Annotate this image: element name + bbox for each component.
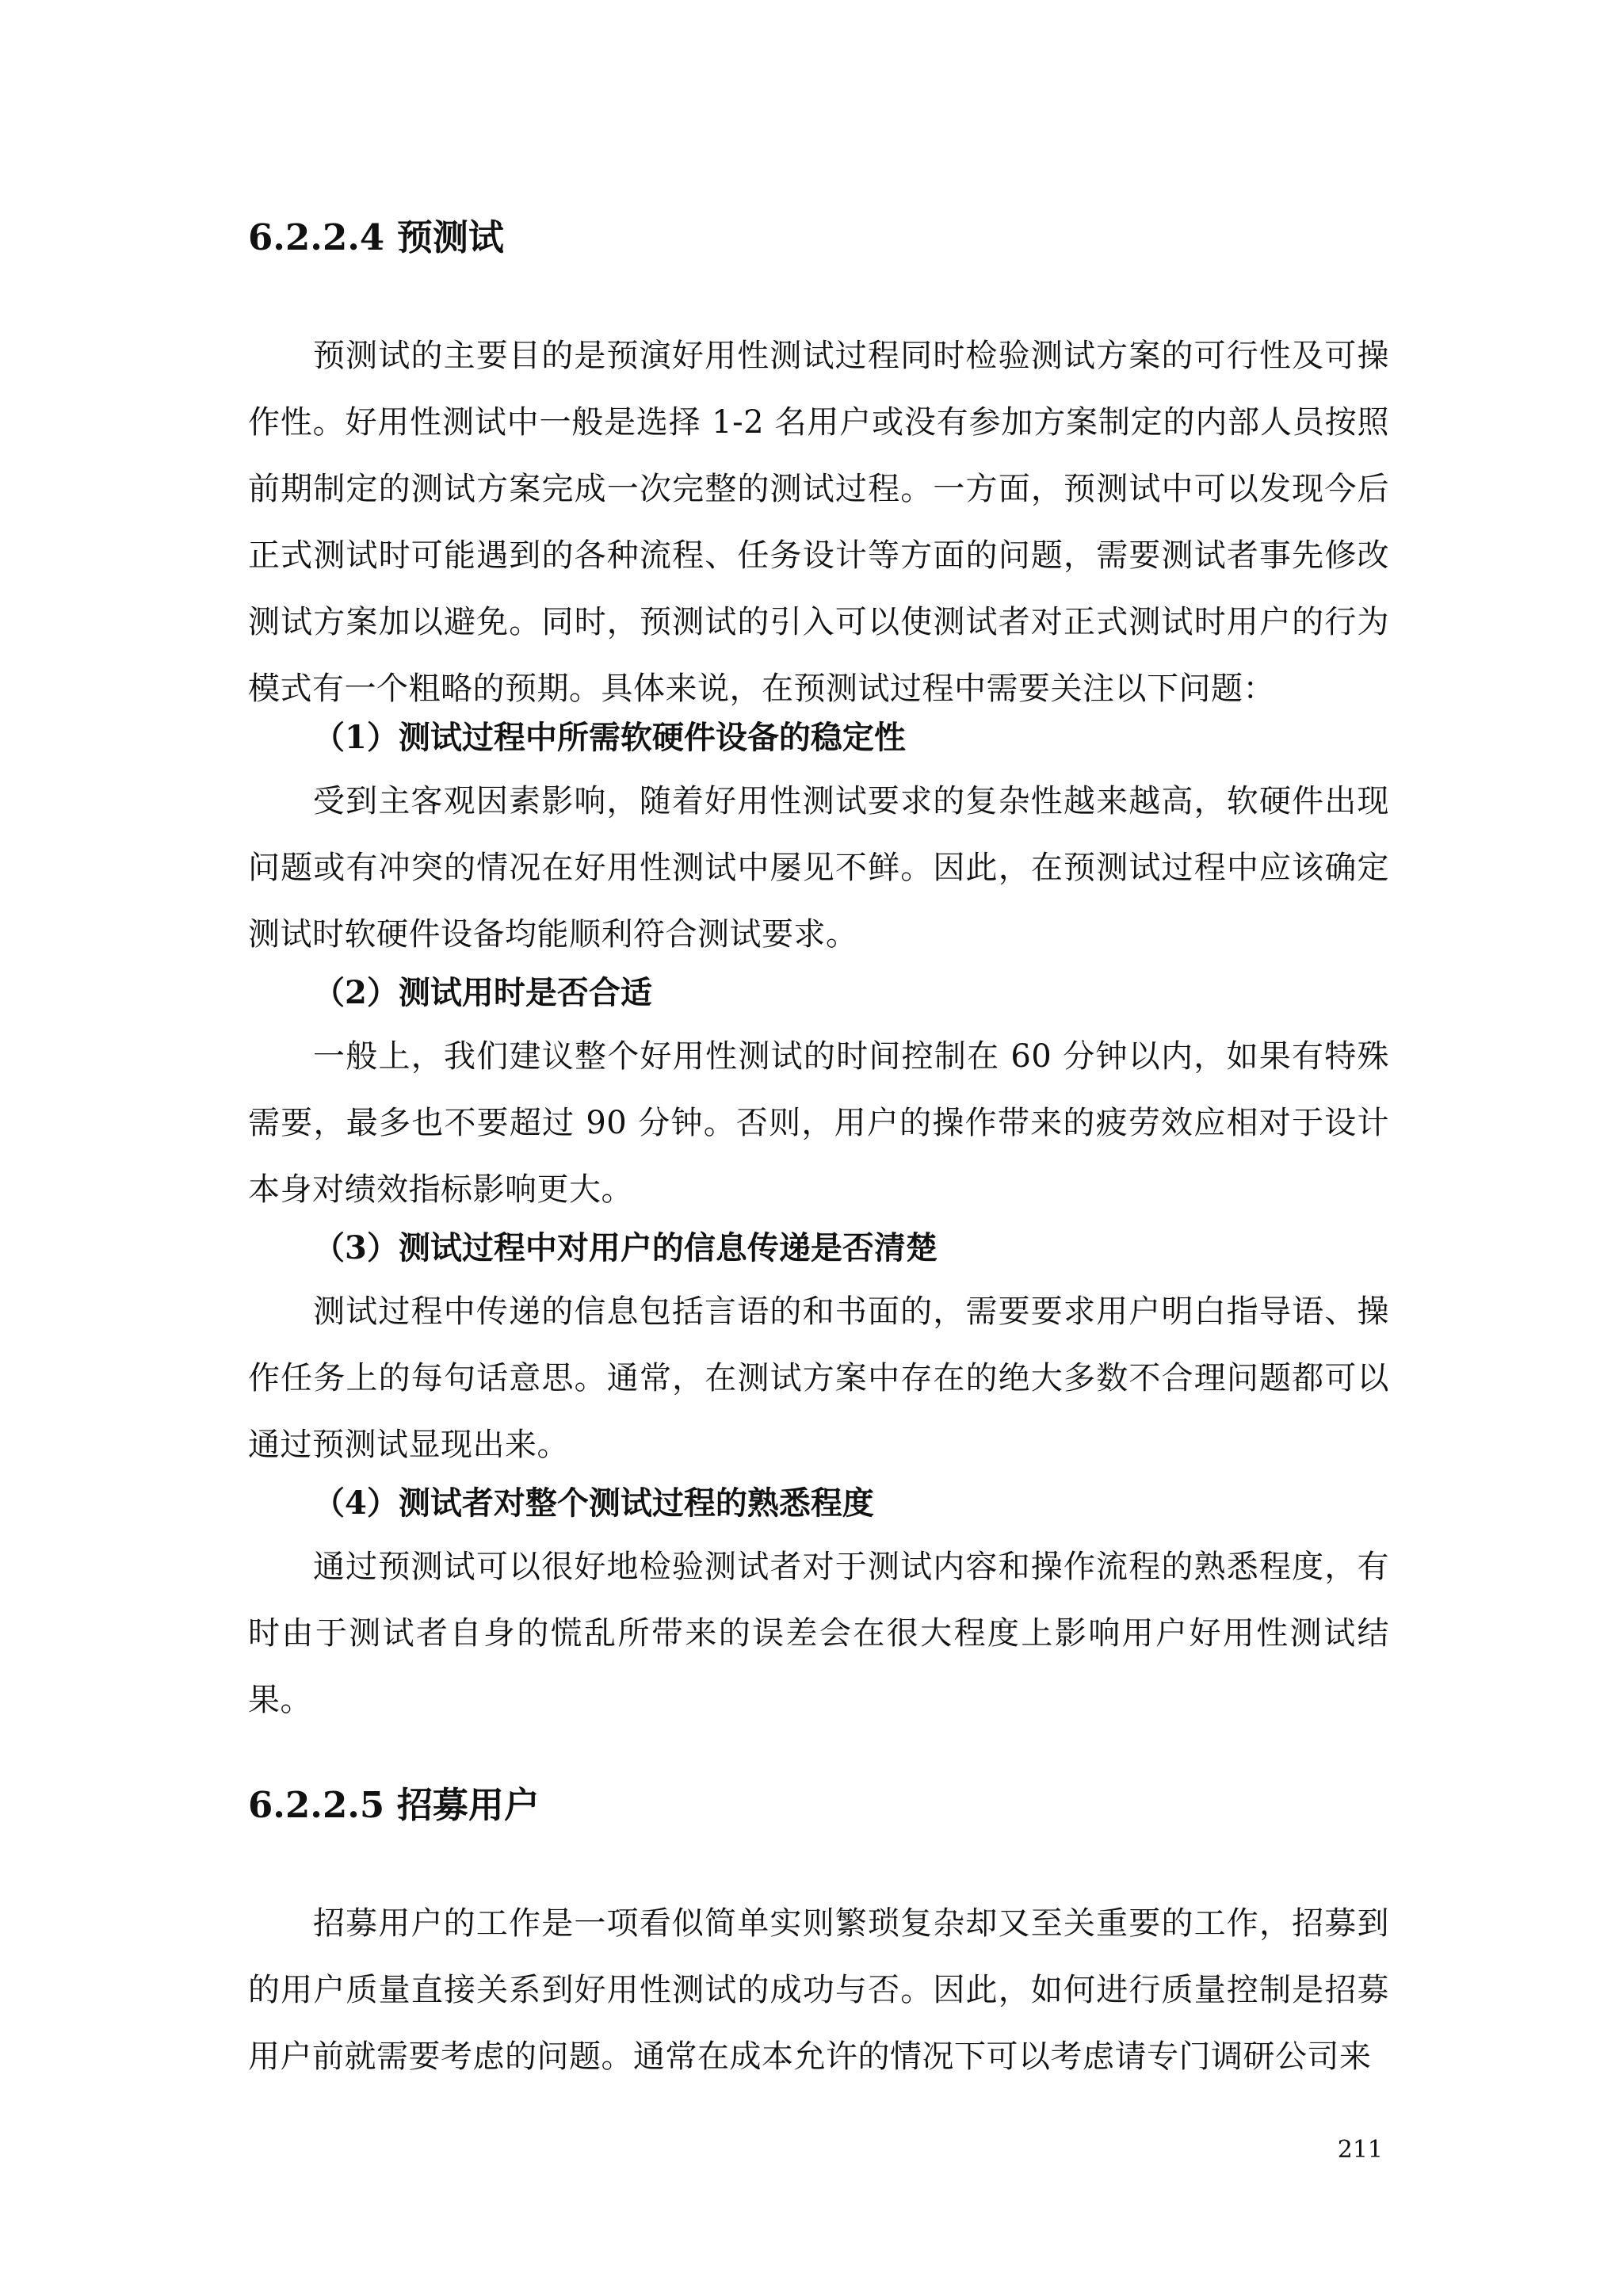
document-page: [248, 0, 1389, 2296]
paragraph-item-4: 通过预测试可以很好地检验测试者对于测试内容和操作流程的熟悉程度，有时由于测试者自身的慌乱所带来的误差会在很大程度上影响用户好用性测试结果。: [248, 1549, 1389, 1718]
page-number: 211: [1337, 2136, 1383, 2164]
subheading-item-2: （2）测试用时是否合适: [313, 974, 652, 1011]
section-heading-recruit-users: 6.2.2.5 招募用户: [248, 1784, 540, 1826]
subheading-item-3: （3）测试过程中对用户的信息传递是否清楚: [313, 1229, 938, 1266]
subheading-item-1: （1）测试过程中所需软硬件设备的稳定性: [313, 719, 906, 756]
section-heading-pretest: 6.2.2.4 预测试: [248, 216, 504, 258]
paragraph-item-3: 测试过程中传递的信息包括言语的和书面的，需要要求用户明白指导语、操作任务上的每句话意思。通常，在测试方案中存在的绝大多数不合理问题都可以通过预测试显现出来。: [248, 1293, 1389, 1463]
paragraph-recruit-intro: 招募用户的工作是一项看似简单实则繁琐复杂却又至关重要的工作，招募到的用户质量直接关系到好用性测试的成功与否。因此，如何进行质量控制是招募用户前就需要考虑的问题。通常在成本允许的情况下可以考虑请专门调研公司来: [248, 1905, 1389, 2075]
subheading-item-4: （4）测试者对整个测试过程的熟悉程度: [313, 1484, 874, 1522]
paragraph-pretest-intro: 预测试的主要目的是预演好用性测试过程同时检验测试方案的可行性及可操作性。好用性测试中一般是选择 1-2 名用户或没有参加方案制定的内部人员按照前期制定的测试方案完成一次完整的测试过程。一方面，预测试中可以发现今后正式测试时可能遇到的各种流程、任务设计等方面的问题，需要测试者事先修改测试方案加以避免。同时，预测试的引入可以使测试者对正式测试时用户的行为模式有一个粗略的预期。具体来说，在预测试过程中需要关注以下问题：: [248, 338, 1389, 707]
paragraph-item-2: 一般上，我们建议整个好用性测试的时间控制在 60 分钟以内，如果有特殊需要，最多也不要超过 90 分钟。否则，用户的操作带来的疲劳效应相对于设计本身对绩效指标影响更大。: [248, 1038, 1389, 1208]
paragraph-item-1: 受到主客观因素影响，随着好用性测试要求的复杂性越来越高，软硬件出现问题或有冲突的情况在好用性测试中屡见不鲜。因此，在预测试过程中应该确定测试时软硬件设备均能顺利符合测试要求。: [248, 783, 1389, 953]
